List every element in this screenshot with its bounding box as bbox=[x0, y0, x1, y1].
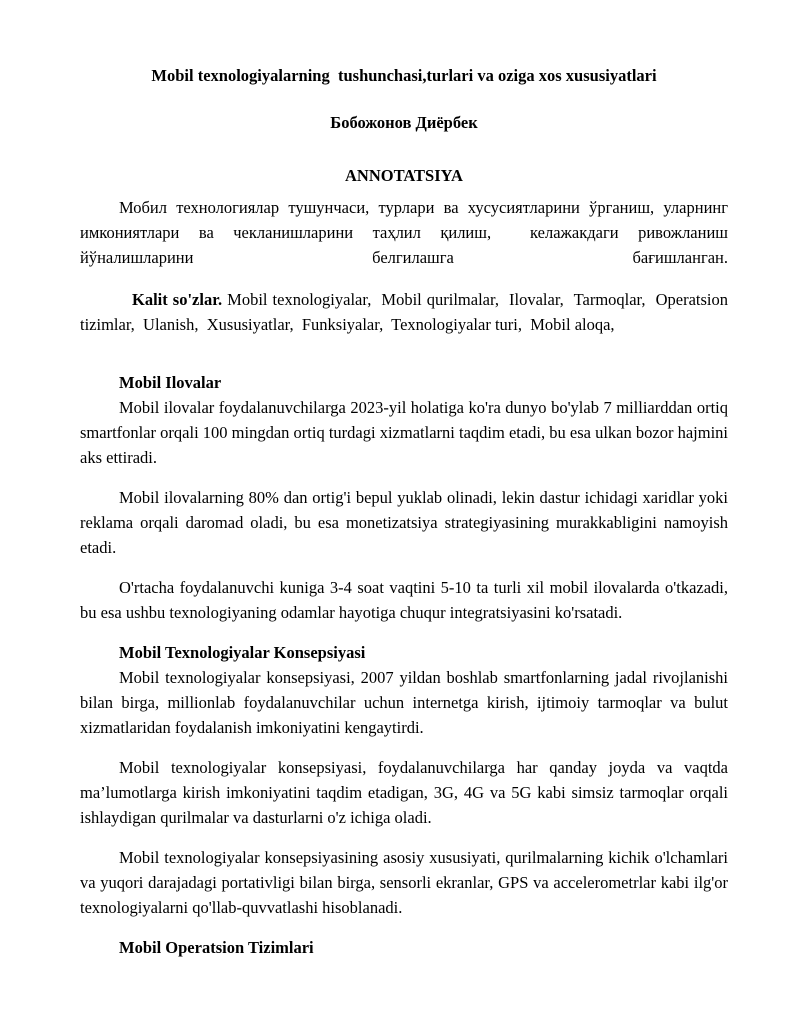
paragraph-konsepsiya-1: Mobil texnologiyalar konsepsiyasi, 2007 yildan boshlab smartfonlarning jadal rivojlanishi bilan birga, millionlab foydalanuvchilar uchun internetga kirish, ijtimoiy tarmoqlar va bulut xizmatlaridan foydalanish imkoniyatini kengaytirdi. bbox=[80, 668, 728, 737]
annotation-heading: ANNOTATSIYA bbox=[345, 166, 463, 185]
paragraph-konsepsiya-2: Mobil texnologiyalar konsepsiyasi, foydalanuvchilarga har qanday joyda va vaqtda ma’lumotlarga kirish imkoniyatini taqdim etadigan, 3G, 4G va 5G kabi simsiz tarmoqlar orqali ishlaydigan qurilmalar va dasturlarni o'z ichiga oladi. bbox=[80, 758, 728, 827]
document-title: Mobil texnologiyalarning tushunchasi,turlari va oziga xos xususiyatlari bbox=[151, 66, 657, 85]
paragraph-mobil-ilovalar-3: O'rtacha foydalanuvchi kuniga 3-4 soat vaqtini 5-10 ta turli xil mobil ilovalarda o'tkazadi, bu esa ushbu texnologiyaning odamlar hayotiga chuqur integratsiyasini ko'rsatadi. bbox=[80, 578, 728, 622]
paragraph-mobil-ilovalar-1: Mobil ilovalar foydalanuvchilarga 2023-yil holatiga ko'ra dunyo bo'ylab 7 milliarddan ortiq smartfonlar orqali 100 mingdan ortiq turdagi xizmatlarni taqdim etadi, bu esa ulkan bozor hajmini aks ettiradi. bbox=[80, 398, 728, 467]
annotation-paragraph: Мобил технологиялар тушунчаси, турлари ва хусусиятларини ўрганиш, уларнинг имкониятлари ва чекланишларини таҳлил қилиш, келажакдаги ривожланиш йўналишларини белгилашга бағишланган. bbox=[80, 198, 733, 267]
keywords-label: Kalit so'zlar. bbox=[132, 290, 223, 309]
keywords-paragraph bbox=[80, 287, 733, 337]
keywords-text: Mobil texnologiyalar, Mobil qurilmalar, Ilovalar, Tarmoqlar, Operatsion tizimlar, Ulanish, Xususiyatlar, Funksiyalar, Texnologiyalar turi, Mobil aloqa, bbox=[80, 290, 733, 334]
section-heading-mobil-ilovalar: Mobil Ilovalar bbox=[119, 373, 222, 392]
paragraph-konsepsiya-3: Mobil texnologiyalar konsepsiyasining asosiy xususiyati, qurilmalarning kichik o'lchamlari va yuqori darajadagi portativligi bilan birga, sensorli ekranlar, GPS va accelerometrlar kabi ilg'or texnologiyalarni qo'llab-quvvatlashi hisoblanadi. bbox=[80, 848, 728, 917]
section-heading-texnologiyalar-konsepsiyasi: Mobil Texnologiyalar Konsepsiyasi bbox=[119, 643, 366, 662]
paragraph-mobil-ilovalar-2: Mobil ilovalarning 80% dan ortig'i bepul yuklab olinadi, lekin dastur ichidagi xaridlar yoki reklama orqali daromad oladi, bu esa monetizatsiya strategiyasining murakkabligini namoyish etadi. bbox=[80, 488, 728, 557]
section-heading-operatsion-tizimlari: Mobil Operatsion Tizimlari bbox=[119, 938, 314, 957]
author-name: Бобожонов Диёрбек bbox=[330, 113, 478, 132]
